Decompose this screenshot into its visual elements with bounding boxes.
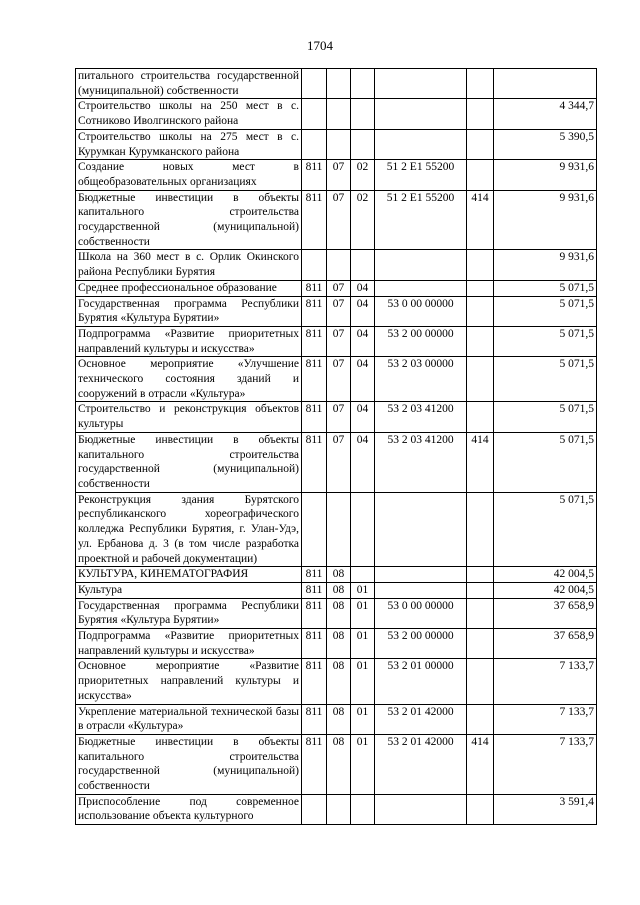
row-ved-cell: 811	[302, 402, 327, 432]
table-row	[76, 567, 597, 583]
row-vr-cell: 414	[467, 190, 494, 250]
row-ved-cell	[302, 492, 327, 567]
table-row	[76, 582, 597, 598]
row-name-cell: Укрепление материальной технической базы в отрасли «Культура»	[76, 704, 302, 734]
budget-table	[75, 68, 597, 825]
table-row	[76, 734, 597, 794]
row-pr-cell: 01	[351, 598, 375, 628]
row-pr-cell: 01	[351, 659, 375, 704]
table-row	[76, 296, 597, 326]
row-rz-cell: 07	[327, 326, 351, 356]
row-ved-cell: 811	[302, 734, 327, 794]
row-sum-cell: 7 133,7	[494, 734, 597, 794]
row-ved-cell	[302, 250, 327, 280]
row-ved-cell: 811	[302, 567, 327, 583]
row-vr-cell	[467, 629, 494, 659]
row-ved-cell: 811	[302, 432, 327, 492]
row-sum-cell: 3 591,4	[494, 794, 597, 824]
table-row	[76, 190, 597, 250]
row-csr-cell	[375, 567, 467, 583]
row-csr-cell	[375, 794, 467, 824]
row-vr-cell	[467, 280, 494, 296]
row-rz-cell: 08	[327, 582, 351, 598]
row-vr-cell	[467, 659, 494, 704]
row-ved-cell: 811	[302, 629, 327, 659]
row-sum-cell: 5 071,5	[494, 402, 597, 432]
row-ved-cell	[302, 69, 327, 99]
row-csr-cell: 53 2 00 00000	[375, 629, 467, 659]
row-name-cell: Школа на 360 мест в с. Орлик Окинского района Республики Бурятия	[76, 250, 302, 280]
row-ved-cell: 811	[302, 582, 327, 598]
row-rz-cell: 07	[327, 160, 351, 190]
row-sum-cell: 5 390,5	[494, 129, 597, 159]
row-name-cell: Реконструкция здания Бурятского республиканского хореографического колледжа Республики Бурятия, г. Улан-Удэ, ул. Ербанова д. 3 (в том числе разработка проектной и рабочей документации)	[76, 492, 302, 567]
row-rz-cell: 07	[327, 190, 351, 250]
row-pr-cell	[351, 99, 375, 129]
row-vr-cell	[467, 160, 494, 190]
table-row	[76, 402, 597, 432]
row-pr-cell	[351, 794, 375, 824]
page-number: 1704	[307, 38, 333, 53]
row-rz-cell	[327, 129, 351, 159]
row-ved-cell: 811	[302, 280, 327, 296]
row-name-cell: Строительство школы на 275 мест в с. Курумкан Курумканского района	[76, 129, 302, 159]
row-rz-cell	[327, 69, 351, 99]
row-name-cell: питального строительства государственной (муниципальной) собственности	[76, 69, 302, 99]
row-csr-cell: 53 2 01 00000	[375, 659, 467, 704]
row-sum-cell: 7 133,7	[494, 704, 597, 734]
table-row	[76, 492, 597, 567]
row-name-cell: Культура	[76, 582, 302, 598]
row-csr-cell: 53 2 01 42000	[375, 704, 467, 734]
row-sum-cell: 5 071,5	[494, 280, 597, 296]
row-name-cell: Подпрограмма «Развитие приоритетных направлений культуры и искусства»	[76, 629, 302, 659]
row-csr-cell: 53 0 00 00000	[375, 598, 467, 628]
row-name-cell: Бюджетные инвестиции в объекты капитального строительства государственной (муниципальной) собственности	[76, 734, 302, 794]
row-csr-cell	[375, 69, 467, 99]
row-ved-cell	[302, 99, 327, 129]
row-ved-cell: 811	[302, 704, 327, 734]
row-name-cell: Приспособление под современное использование объекта культурного	[76, 794, 302, 824]
row-csr-cell	[375, 250, 467, 280]
table-row	[76, 704, 597, 734]
row-rz-cell	[327, 250, 351, 280]
table-row	[76, 659, 597, 704]
row-csr-cell	[375, 582, 467, 598]
row-ved-cell: 811	[302, 659, 327, 704]
table-row	[76, 280, 597, 296]
row-rz-cell: 07	[327, 280, 351, 296]
row-rz-cell: 08	[327, 629, 351, 659]
row-rz-cell: 08	[327, 704, 351, 734]
row-sum-cell: 42 004,5	[494, 567, 597, 583]
row-pr-cell: 02	[351, 190, 375, 250]
row-vr-cell	[467, 582, 494, 598]
row-ved-cell: 811	[302, 296, 327, 326]
row-pr-cell	[351, 567, 375, 583]
row-rz-cell: 07	[327, 296, 351, 326]
row-vr-cell	[467, 69, 494, 99]
row-vr-cell	[467, 250, 494, 280]
row-csr-cell: 53 0 00 00000	[375, 296, 467, 326]
row-pr-cell: 04	[351, 280, 375, 296]
table-row	[76, 357, 597, 402]
row-name-cell: Подпрограмма «Развитие приоритетных направлений культуры и искусства»	[76, 326, 302, 356]
row-pr-cell: 04	[351, 402, 375, 432]
row-csr-cell: 53 2 03 00000	[375, 357, 467, 402]
row-ved-cell: 811	[302, 160, 327, 190]
table-row	[76, 794, 597, 824]
row-rz-cell: 07	[327, 432, 351, 492]
row-vr-cell	[467, 326, 494, 356]
row-csr-cell	[375, 99, 467, 129]
row-ved-cell: 811	[302, 598, 327, 628]
row-sum-cell	[494, 69, 597, 99]
row-pr-cell: 01	[351, 582, 375, 598]
row-name-cell: Государственная программа Республики Бурятия «Культура Бурятии»	[76, 598, 302, 628]
row-ved-cell	[302, 129, 327, 159]
table-row	[76, 598, 597, 628]
row-rz-cell	[327, 492, 351, 567]
row-sum-cell: 9 931,6	[494, 160, 597, 190]
row-rz-cell	[327, 794, 351, 824]
row-sum-cell: 9 931,6	[494, 190, 597, 250]
table-row	[76, 129, 597, 159]
row-vr-cell: 414	[467, 432, 494, 492]
row-pr-cell	[351, 250, 375, 280]
row-pr-cell	[351, 129, 375, 159]
row-sum-cell: 42 004,5	[494, 582, 597, 598]
table-row	[76, 160, 597, 190]
row-csr-cell: 53 2 01 42000	[375, 734, 467, 794]
row-vr-cell	[467, 704, 494, 734]
row-sum-cell: 5 071,5	[494, 296, 597, 326]
row-vr-cell	[467, 402, 494, 432]
row-csr-cell	[375, 129, 467, 159]
row-sum-cell: 9 931,6	[494, 250, 597, 280]
row-ved-cell	[302, 794, 327, 824]
row-csr-cell: 53 2 03 41200	[375, 432, 467, 492]
row-rz-cell: 08	[327, 598, 351, 628]
row-pr-cell	[351, 492, 375, 567]
row-name-cell: Бюджетные инвестиции в объекты капитального строительства государственной (муниципальной) собственности	[76, 190, 302, 250]
row-vr-cell	[467, 598, 494, 628]
row-rz-cell: 08	[327, 567, 351, 583]
row-vr-cell	[467, 99, 494, 129]
row-vr-cell	[467, 129, 494, 159]
row-csr-cell: 53 2 03 41200	[375, 402, 467, 432]
row-vr-cell	[467, 357, 494, 402]
table-row	[76, 326, 597, 356]
row-ved-cell: 811	[302, 357, 327, 402]
row-vr-cell	[467, 296, 494, 326]
table-body	[76, 69, 597, 825]
row-pr-cell: 01	[351, 734, 375, 794]
row-vr-cell	[467, 492, 494, 567]
row-sum-cell: 5 071,5	[494, 326, 597, 356]
row-name-cell: Основное мероприятие «Развитие приоритетных направлений культуры и искусства»	[76, 659, 302, 704]
row-name-cell: Государственная программа Республики Бурятия «Культура Бурятии»	[76, 296, 302, 326]
row-ved-cell: 811	[302, 190, 327, 250]
row-rz-cell: 08	[327, 659, 351, 704]
table-row	[76, 69, 597, 99]
row-name-cell: Основное мероприятие «Улучшение технического состояния зданий и сооружений в отрасли «Культура»	[76, 357, 302, 402]
row-vr-cell: 414	[467, 734, 494, 794]
row-csr-cell	[375, 280, 467, 296]
row-name-cell: КУЛЬТУРА, КИНЕМАТОГРАФИЯ	[76, 567, 302, 583]
row-sum-cell: 5 071,5	[494, 432, 597, 492]
row-csr-cell: 53 2 00 00000	[375, 326, 467, 356]
row-sum-cell: 5 071,5	[494, 492, 597, 567]
row-pr-cell: 04	[351, 326, 375, 356]
row-rz-cell	[327, 99, 351, 129]
row-vr-cell	[467, 567, 494, 583]
row-name-cell: Строительство и реконструкция объектов культуры	[76, 402, 302, 432]
row-sum-cell: 4 344,7	[494, 99, 597, 129]
row-name-cell: Создание новых мест в общеобразовательных организациях	[76, 160, 302, 190]
row-pr-cell: 01	[351, 629, 375, 659]
row-rz-cell: 08	[327, 734, 351, 794]
table-row	[76, 250, 597, 280]
row-pr-cell: 04	[351, 296, 375, 326]
row-name-cell: Строительство школы на 250 мест в с. Сотниково Иволгинского района	[76, 99, 302, 129]
row-pr-cell: 04	[351, 432, 375, 492]
row-csr-cell: 51 2 E1 55200	[375, 190, 467, 250]
row-pr-cell: 02	[351, 160, 375, 190]
row-sum-cell: 5 071,5	[494, 357, 597, 402]
table-row	[76, 629, 597, 659]
row-sum-cell: 37 658,9	[494, 629, 597, 659]
row-rz-cell: 07	[327, 357, 351, 402]
row-sum-cell: 37 658,9	[494, 598, 597, 628]
row-pr-cell: 01	[351, 704, 375, 734]
row-name-cell: Среднее профессиональное образование	[76, 280, 302, 296]
row-vr-cell	[467, 794, 494, 824]
row-csr-cell	[375, 492, 467, 567]
row-ved-cell: 811	[302, 326, 327, 356]
table-row	[76, 99, 597, 129]
row-rz-cell: 07	[327, 402, 351, 432]
row-sum-cell: 7 133,7	[494, 659, 597, 704]
row-name-cell: Бюджетные инвестиции в объекты капитального строительства государственной (муниципальной) собственности	[76, 432, 302, 492]
row-pr-cell: 04	[351, 357, 375, 402]
table-row	[76, 432, 597, 492]
row-pr-cell	[351, 69, 375, 99]
row-csr-cell: 51 2 E1 55200	[375, 160, 467, 190]
